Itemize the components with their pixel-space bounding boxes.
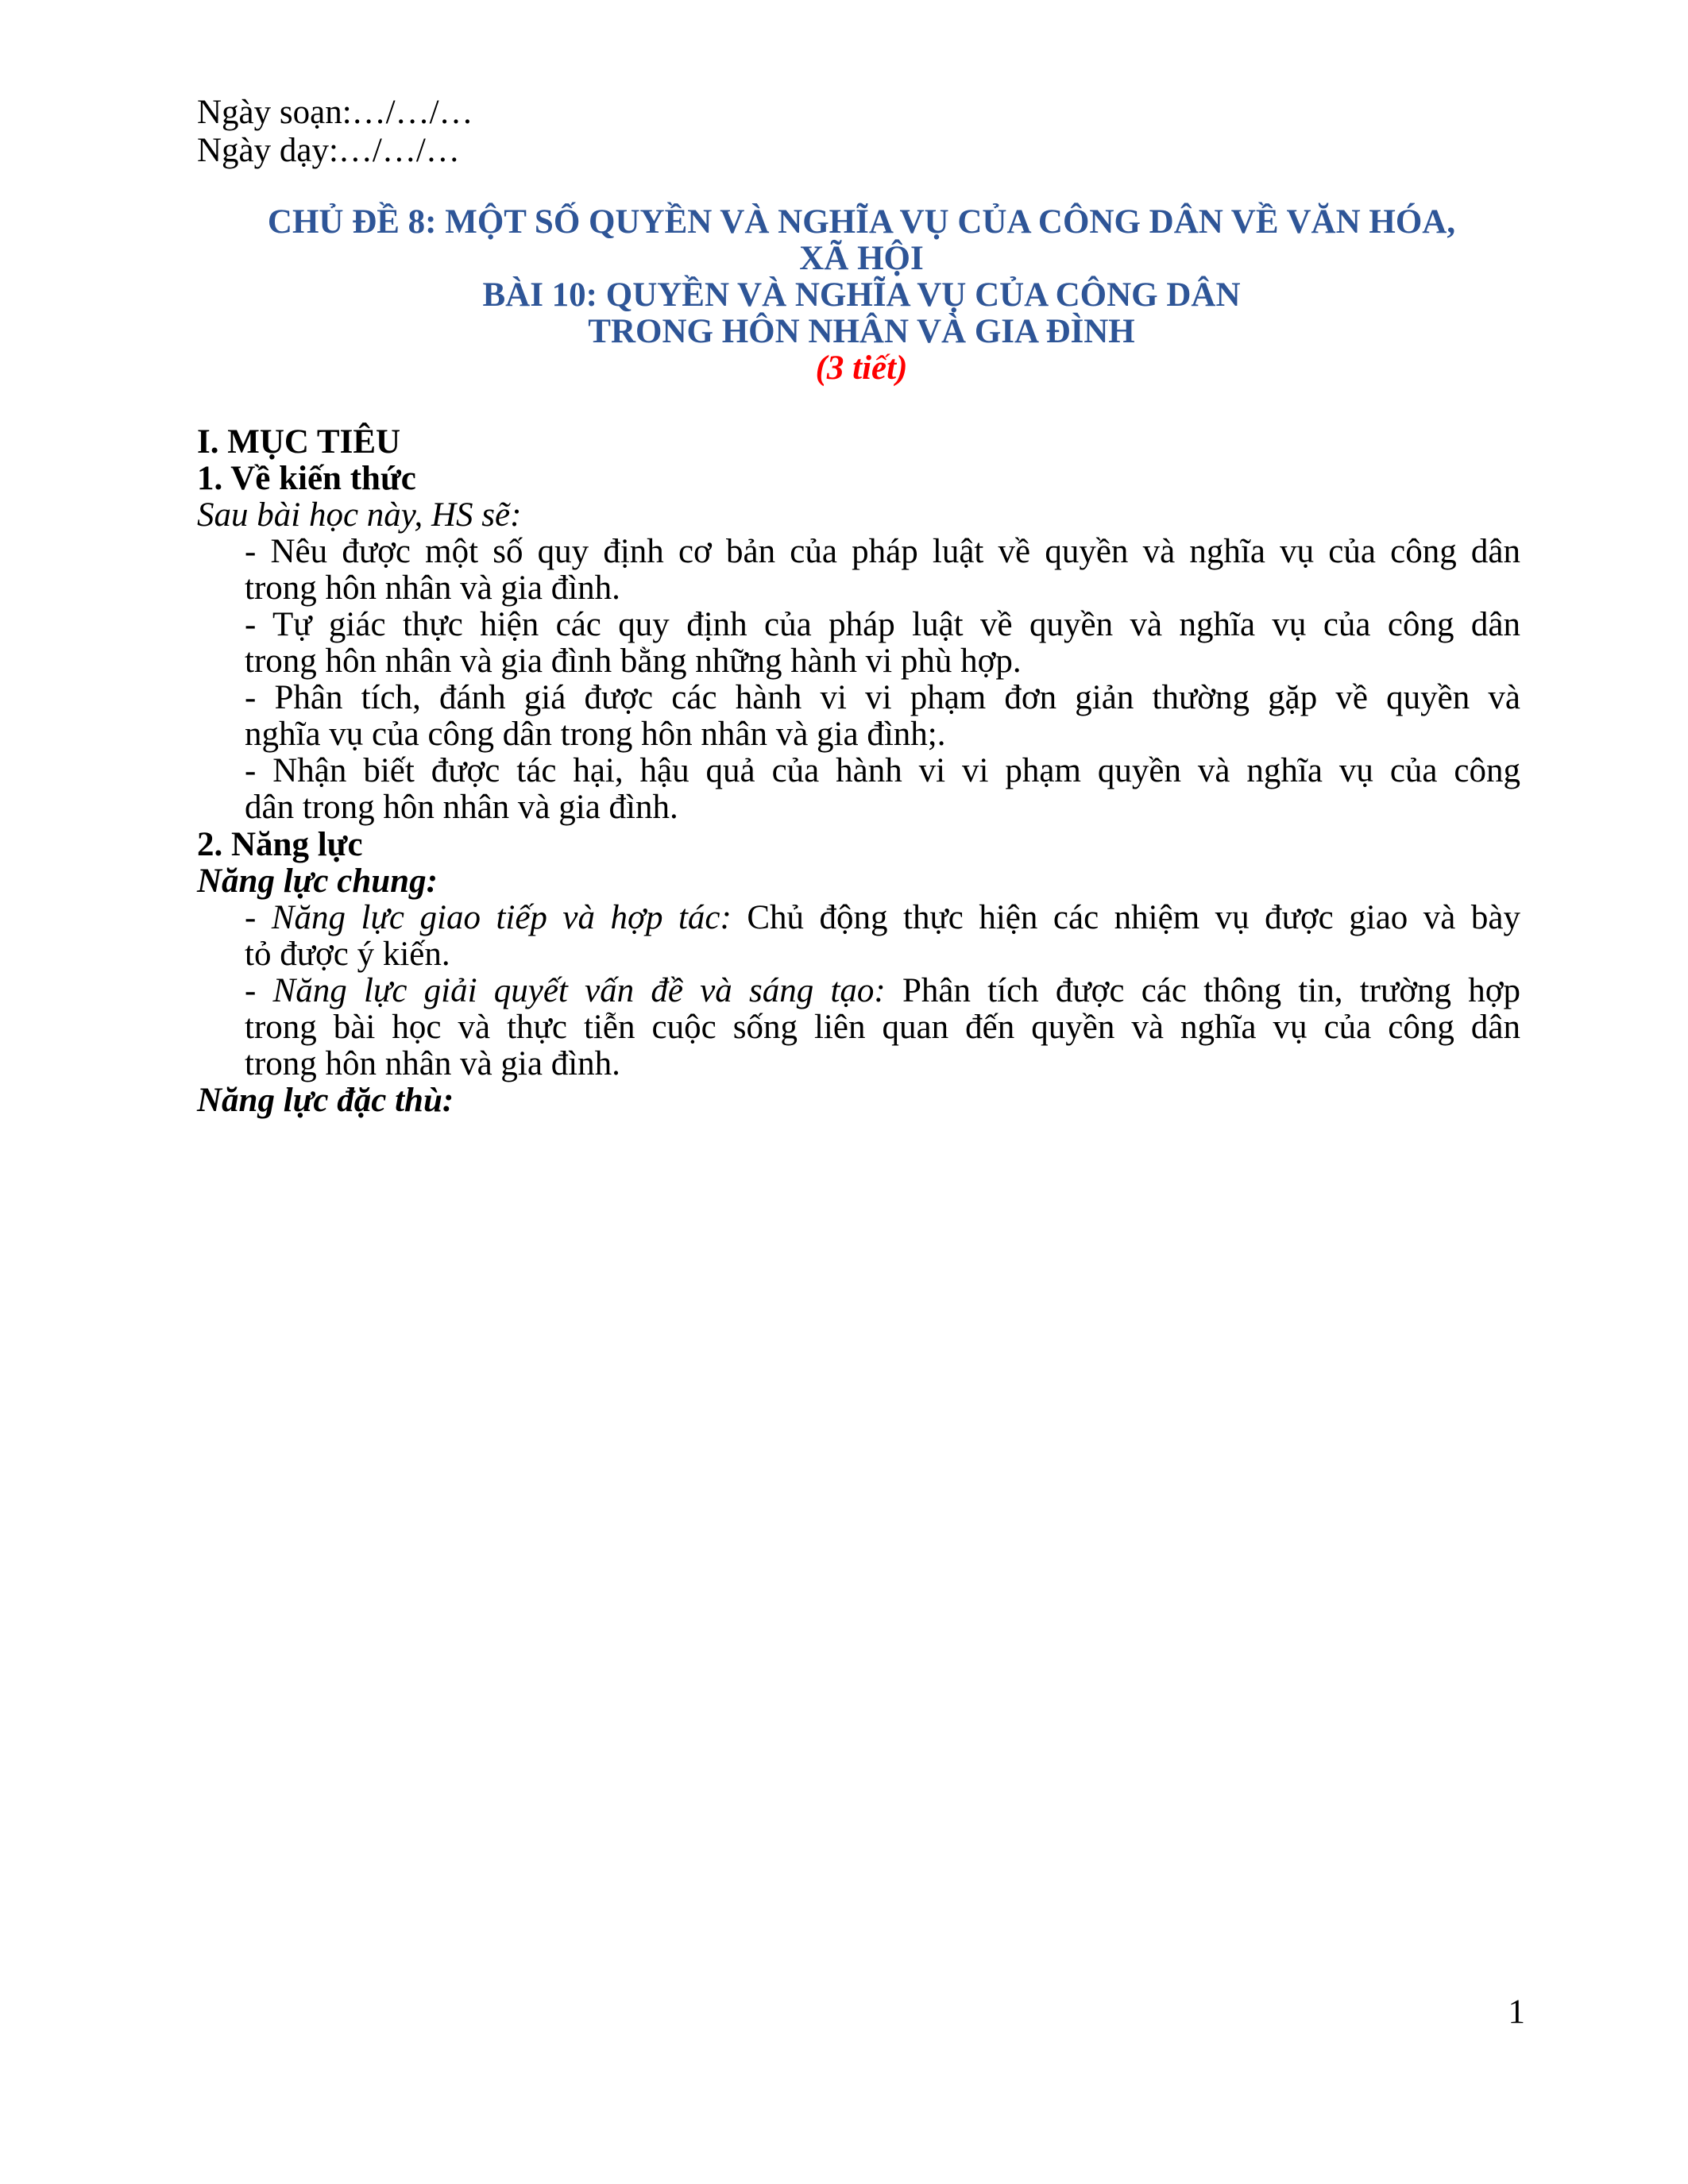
- nang-luc-chung-item-1-line2: tỏ được ý kiến.: [245, 936, 450, 973]
- kien-thuc-item-1-line1: - Nêu được một số quy định cơ bản của pháp luật về quyền và nghĩa vụ của công dân: [245, 533, 1520, 570]
- nang-luc-chung-item-1-line1: [245, 901, 1520, 935]
- kien-thuc-item-1-line2: trong hôn nhân và gia đình.: [245, 569, 620, 607]
- subheading-kien-thuc: 1. Về kiến thức: [197, 460, 416, 497]
- nang-luc-chung-item-2-line2: trong bài học và thực tiễn cuộc sống liên quan đến quyền và nghĩa vụ của công dân: [245, 1009, 1520, 1046]
- section-heading-muc-tieu: I. MỤC TIÊU: [197, 423, 401, 461]
- ngay-soan: Ngày soạn:…/…/…: [197, 94, 473, 131]
- nang-luc-chung-item-2-line1: [245, 974, 1520, 1008]
- bai-title-line1: BÀI 10: QUYỀN VÀ NGHĨA VỤ CỦA CÔNG DÂN: [482, 276, 1241, 314]
- item-prefix: -: [245, 972, 273, 1009]
- kien-thuc-item-2-line1: - Tự giác thực hiện các quy định của pháp luật về quyền và nghĩa vụ của công dân: [245, 606, 1520, 643]
- kien-thuc-item-3-line2: nghĩa vụ của công dân trong hôn nhân và gia đình;.: [245, 716, 946, 753]
- nang-luc-chung-heading: Năng lực chung:: [197, 862, 438, 900]
- bai-title-line2: TRONG HÔN NHÂN VÀ GIA ĐÌNH: [588, 313, 1135, 350]
- chu-de-title-line1: CHỦ ĐỀ 8: MỘT SỐ QUYỀN VÀ NGHĨA VỤ CỦA CÔNG DÂN VỀ VĂN HÓA,: [267, 203, 1456, 241]
- nang-luc-dac-thu-heading: Năng lực đặc thù:: [197, 1082, 454, 1119]
- item-label: Năng lực giao tiếp và hợp tác:: [271, 899, 732, 936]
- page-number: 1: [1508, 1993, 1525, 2031]
- kien-thuc-item-4-line2: dân trong hôn nhân và gia đình.: [245, 789, 678, 826]
- item-rest: Chủ động thực hiện các nhiệm vụ được giao và bày: [731, 899, 1520, 936]
- chu-de-title-line2: XÃ HỘI: [799, 240, 924, 277]
- tiet-count: (3 tiết): [815, 349, 908, 387]
- kien-thuc-item-4-line1: - Nhận biết được tác hại, hậu quả của hành vi vi phạm quyền và nghĩa vụ của công: [245, 752, 1520, 789]
- item-rest: Phân tích được các thông tin, trường hợp: [885, 972, 1520, 1009]
- nang-luc-chung-item-2-line3: trong hôn nhân và gia đình.: [245, 1045, 620, 1082]
- kien-thuc-item-2-line2: trong hôn nhân và gia đình bằng những hành vi phù hợp.: [245, 642, 1022, 680]
- subheading-nang-luc: 2. Năng lực: [197, 826, 363, 863]
- ngay-day: Ngày dạy:…/…/…: [197, 132, 460, 169]
- item-prefix: -: [245, 899, 272, 936]
- kien-thuc-intro: Sau bài học này, HS sẽ:: [197, 496, 522, 534]
- item-label: Năng lực giải quyết vấn đề và sáng tạo:: [272, 972, 886, 1009]
- kien-thuc-item-3-line1: - Phân tích, đánh giá được các hành vi vi phạm đơn giản thường gặp về quyền và: [245, 679, 1520, 716]
